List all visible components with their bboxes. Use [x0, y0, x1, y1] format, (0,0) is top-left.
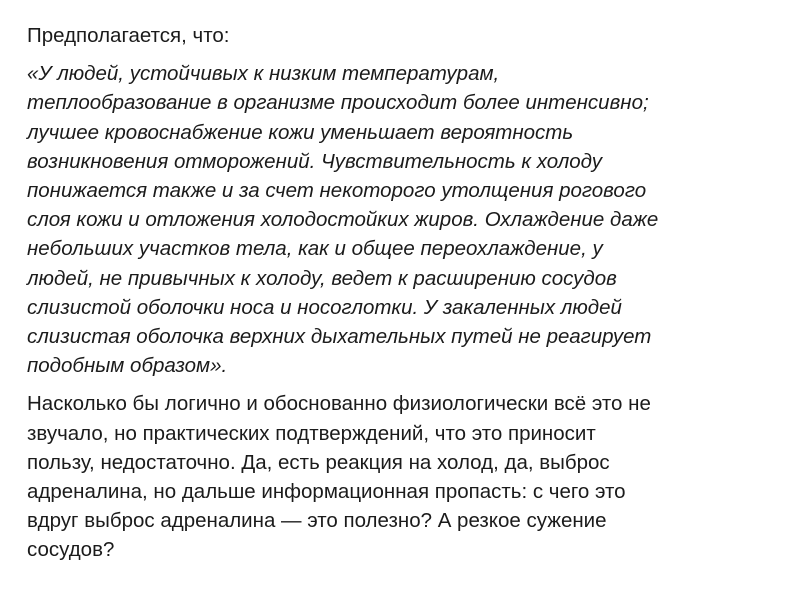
- body-line: адреналина, но дальше информационная пропасть: с чего это: [27, 480, 626, 504]
- intro-text: Предполагается, что:: [27, 24, 230, 47]
- quote-line: слоя кожи и отложения холодостойких жиров. Охлаждение даже: [27, 208, 659, 232]
- quote-line: слизистой оболочки носа и носоглотки. У закаленных людей: [27, 295, 622, 319]
- quote-line: подобным образом».: [27, 354, 228, 378]
- slide-content: [27, 21, 782, 565]
- quote-line: возникновения отморожений. Чувствительность к холоду: [27, 149, 603, 173]
- quote-line: понижается также и за счет некоторого утолщения рогового: [27, 179, 647, 203]
- body-paragraph: [27, 389, 782, 564]
- body-line: вдруг выброс адреналина — это полезно? А резкое сужение: [27, 509, 607, 533]
- quote-line: людей, не привычных к холоду, ведет к расширению сосудов: [27, 266, 617, 290]
- body-line: Насколько бы логично и обоснованно физиологически всё это не: [27, 392, 651, 416]
- body-line: сосудов?: [27, 538, 115, 562]
- body-line: звучало, но практических подтверждений, что это приносит: [27, 421, 596, 445]
- quote-line: лучшее кровоснабжение кожи уменьшает вероятность: [27, 120, 574, 144]
- quote-line: «У людей, устойчивых к низким температурам,: [27, 62, 500, 86]
- quote-paragraph: [27, 59, 782, 380]
- quote-line: теплообразование в организме происходит более интенсивно;: [27, 91, 649, 115]
- quote-line: слизистая оболочка верхних дыхательных путей не реагирует: [27, 325, 652, 349]
- quote-line: небольших участков тела, как и общее переохлаждение, у: [27, 237, 603, 261]
- body-line: пользу, недостаточно. Да, есть реакция на холод, да, выброс: [27, 450, 610, 474]
